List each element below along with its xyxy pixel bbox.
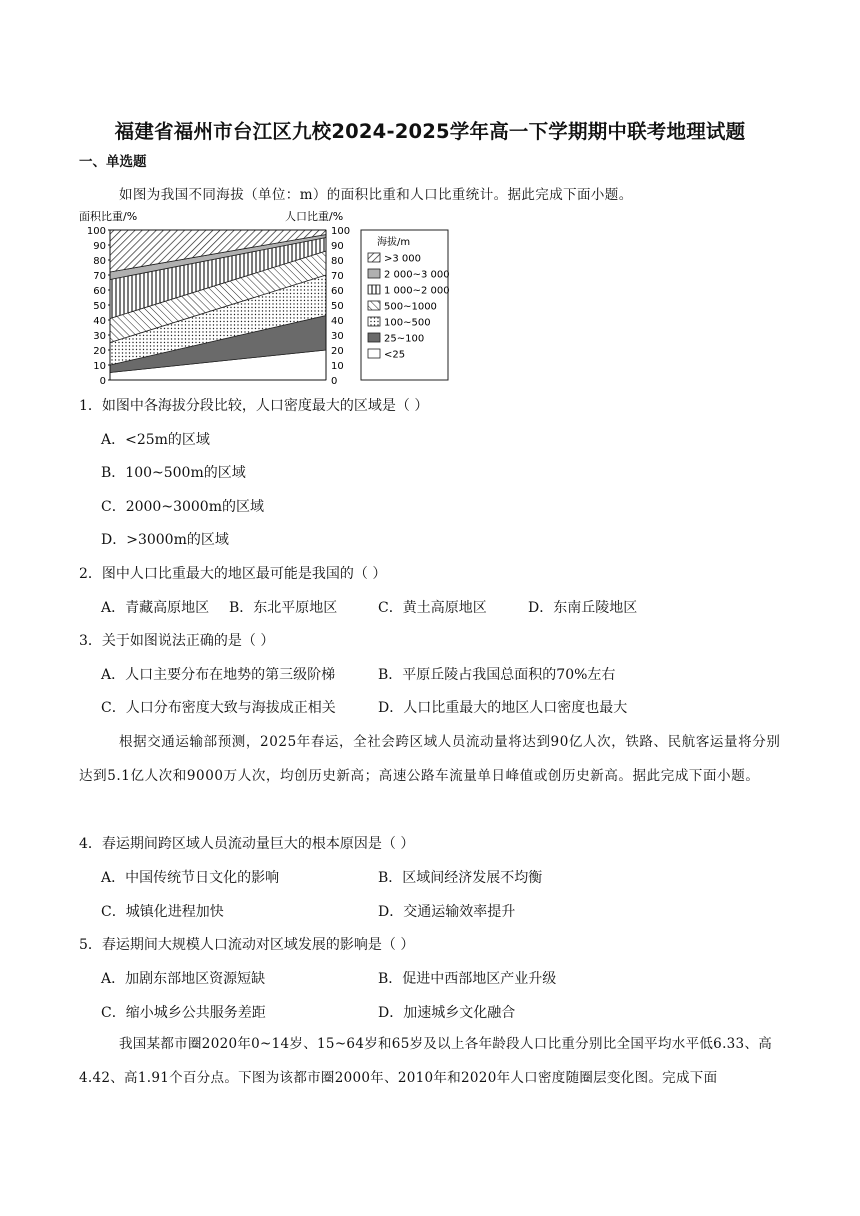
legend-swatch — [368, 285, 380, 294]
area-layers — [110, 230, 326, 380]
question-4-option-a[interactable]: A．中国传统节日文化的影响 — [101, 870, 280, 886]
question-5-option-c[interactable]: C．缩小城乡公共服务差距 — [101, 1005, 266, 1021]
question-1-option-c[interactable]: C．2000~3000m的区域 — [101, 499, 264, 515]
left-tick-label: 70 — [93, 271, 106, 282]
right-tick-label: 80 — [331, 256, 344, 267]
question-4-option-c[interactable]: C．城镇化进程加快 — [101, 904, 224, 920]
question-3-stem: 3．关于如图说法正确的是（ ） — [79, 633, 275, 649]
left-tick-label: 30 — [93, 331, 106, 342]
question-2-option-c[interactable]: C．黄土高原地区 — [378, 600, 487, 616]
right-tick-label: 100 — [331, 226, 351, 237]
left-tick-label: 40 — [93, 316, 106, 327]
right-tick-label: 50 — [331, 301, 344, 312]
question-2-stem: 2．图中人口比重最大的地区最可能是我国的（ ） — [79, 566, 387, 582]
question-4-option-d[interactable]: D．交通运输效率提升 — [378, 904, 516, 920]
legend-swatch — [368, 253, 380, 262]
question-2-option-a[interactable]: A．青藏高原地区 — [101, 600, 210, 616]
legend-swatch — [368, 269, 380, 278]
left-tick-label: 80 — [93, 256, 106, 267]
question-3-option-b[interactable]: B．平原丘陵占我国总面积的70%左右 — [378, 667, 616, 683]
right-tick-label: 0 — [331, 376, 338, 387]
question-5-option-a[interactable]: A．加剧东部地区资源短缺 — [101, 971, 266, 987]
question-4-stem: 4．春运期间跨区域人员流动量巨大的根本原因是（ ） — [79, 836, 415, 852]
question-1-option-d[interactable]: D．>3000m的区域 — [101, 532, 229, 548]
legend-label: 100~500 — [384, 317, 431, 329]
page-title: 福建省福州市台江区九校2024-2025学年高一下学期期中联考地理试题 — [114, 120, 746, 143]
chart-legend — [361, 230, 450, 380]
intro-text: 如图为我国不同海拔（单位：m）的面积比重和人口比重统计。据此完成下面小题。 — [119, 187, 633, 203]
left-tick-label: 0 — [99, 376, 106, 387]
question-1-stem: 1．如图中各海拔分段比较，人口密度最大的区域是（ ） — [79, 398, 429, 414]
elevation-chart — [79, 208, 451, 390]
right-tick-label: 20 — [331, 346, 344, 357]
legend-label: <25 — [384, 349, 406, 361]
right-tick-label: 30 — [331, 331, 344, 342]
question-2-option-d[interactable]: D．东南丘陵地区 — [528, 600, 638, 616]
legend-swatch — [368, 317, 380, 326]
left-tick-label: 60 — [93, 286, 106, 297]
left-tick-label: 100 — [86, 226, 106, 237]
right-tick-label: 70 — [331, 271, 344, 282]
question-3-option-a[interactable]: A．人口主要分布在地势的第三级阶梯 — [101, 667, 336, 683]
left-tick-label: 50 — [93, 301, 106, 312]
legend-swatch — [368, 301, 380, 310]
right-tick-label: 90 — [331, 241, 344, 252]
legend-label: 2 000~3 000 — [384, 269, 450, 281]
question-3-option-d[interactable]: D．人口比重最大的地区人口密度也最大 — [378, 700, 628, 716]
question-1-option-a[interactable]: A．<25m的区域 — [101, 432, 210, 448]
legend-label: 25~100 — [384, 333, 425, 345]
legend-title: 海拔/m — [377, 237, 411, 248]
legend-label: 500~1000 — [384, 301, 437, 313]
section-heading: 一、单选题 — [79, 154, 147, 170]
left-tick-label: 20 — [93, 346, 106, 357]
right-tick-label: 40 — [331, 316, 344, 327]
question-4-option-b[interactable]: B．区域间经济发展不均衡 — [378, 870, 543, 886]
passage-metropolitan: 我国某都市圈2020年0~14岁、15~64岁和65岁及以上各年龄段人口比重分别比全国平均水平低6.33、高4.42、高1.91个百分点。下图为该都市圈2000年、2010年和2020年人口密度随圈层变化图。完成下面 — [79, 1036, 773, 1086]
right-axis-label: 人口比重/% — [285, 210, 344, 223]
question-5-option-b[interactable]: B．促进中西部地区产业升级 — [378, 971, 557, 987]
legend-label: >3 000 — [384, 253, 422, 265]
passage-spring-festival: 根据交通运输部预测，2025年春运，全社会跨区域人员流动量将达到90亿人次，铁路、民航客运量将分别达到5.1亿人次和9000万人次，均创历史新高；高速公路车流量单日峰值或创历史新高。据此完成下面小题。 — [79, 734, 781, 784]
legend-swatch — [368, 333, 380, 342]
legend-swatch — [368, 349, 380, 358]
left-tick-label: 10 — [93, 361, 106, 372]
question-5-option-d[interactable]: D．加速城乡文化融合 — [378, 1005, 516, 1021]
right-tick-label: 60 — [331, 286, 344, 297]
chart-svg — [79, 208, 451, 390]
right-tick-label: 10 — [331, 361, 344, 372]
legend-label: 1 000~2 000 — [384, 285, 450, 297]
question-1-option-b[interactable]: B．100~500m的区域 — [101, 465, 246, 481]
question-2-option-b[interactable]: B．东北平原地区 — [229, 600, 338, 616]
question-3-option-c[interactable]: C．人口分布密度大致与海拔成正相关 — [101, 700, 336, 716]
left-tick-label: 90 — [93, 241, 106, 252]
left-axis-label: 面积比重/% — [79, 210, 138, 223]
question-5-stem: 5．春运期间大规模人口流动对区域发展的影响是（ ） — [79, 937, 415, 953]
